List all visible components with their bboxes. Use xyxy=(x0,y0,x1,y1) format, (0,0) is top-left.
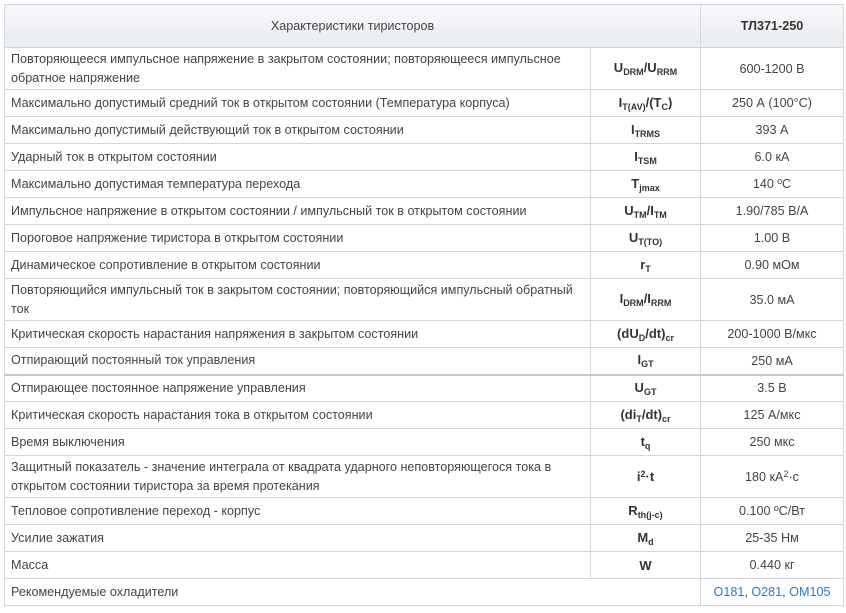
param-symbol xyxy=(591,348,701,375)
symbol-text: I xyxy=(637,352,642,368)
value-text: 1.00 В xyxy=(753,231,791,245)
param-value xyxy=(701,90,844,117)
value-text: 0.440 кг xyxy=(749,558,795,572)
symbol-text: I xyxy=(634,148,638,164)
table-row xyxy=(5,402,844,429)
param-value xyxy=(701,171,844,198)
symbol-text: t xyxy=(640,433,645,449)
symbol-text: M xyxy=(637,529,649,545)
param-symbol xyxy=(591,456,701,498)
param-value xyxy=(701,279,844,321)
param-symbol xyxy=(591,90,701,117)
symbol-subscript: C xyxy=(661,101,668,112)
table-row xyxy=(5,171,844,198)
table-row xyxy=(5,321,844,348)
symbol-text: /dt) xyxy=(645,325,666,341)
symbol-superscript: 2 xyxy=(640,469,646,479)
param-symbol xyxy=(591,171,701,198)
symbol-subscript: RRM xyxy=(650,298,672,308)
value-text: 180 кА xyxy=(745,470,784,484)
param-name: Повторяющийся импульсный ток в закрытом состоянии; повторяющийся импульсный обратный ток xyxy=(5,279,591,321)
link-separator: , xyxy=(782,585,790,599)
coolers-links xyxy=(701,579,844,606)
param-name: Максимально допустимый средний ток в открытом состоянии (Температура корпуса) xyxy=(5,90,591,117)
param-symbol xyxy=(591,429,701,456)
param-name: Пороговое напряжение тиристора в открытом состоянии xyxy=(5,225,591,252)
value-text: 600-1200 В xyxy=(739,61,805,76)
symbol-subscript: cr xyxy=(662,413,671,424)
symbol-text: I xyxy=(630,121,635,137)
param-name: Максимально допустимый действующий ток в открытом состоянии xyxy=(5,117,591,144)
symbol-text: i xyxy=(636,469,641,484)
table-row xyxy=(5,348,844,375)
value-text: 25-35 Нм xyxy=(745,531,799,545)
table-row xyxy=(5,429,844,456)
value-superscript: 2 xyxy=(783,469,789,479)
symbol-subscript: TM xyxy=(653,209,667,220)
param-symbol xyxy=(591,402,701,429)
param-symbol xyxy=(591,117,701,144)
table-row xyxy=(5,279,844,321)
param-value xyxy=(701,198,844,225)
symbol-subscript: DRM xyxy=(623,298,644,308)
coolers-row xyxy=(5,579,844,606)
symbol-subscript: T(TO) xyxy=(638,236,663,247)
param-name: Время выключения xyxy=(5,429,591,456)
param-value xyxy=(701,144,844,171)
symbol-text: r xyxy=(640,256,646,272)
symbol-text: U xyxy=(613,60,624,75)
param-name: Ударный ток в открытом состоянии xyxy=(5,144,591,171)
symbol-text: U xyxy=(634,379,644,395)
table-row xyxy=(5,456,844,498)
symbol-subscript: GT xyxy=(641,359,654,370)
value-text: 250 А (100°C) xyxy=(732,96,812,110)
symbol-text: (dU xyxy=(617,325,639,341)
value-text: 35.0 мА xyxy=(749,292,795,307)
table-row xyxy=(5,117,844,144)
symbol-subscript: RRM xyxy=(656,67,678,77)
param-name: Критическая скорость нарастания напряжения в закрытом состоянии xyxy=(5,321,591,348)
symbol-subscript: TSM xyxy=(637,155,657,166)
symbol-subscript: T xyxy=(636,413,642,424)
param-symbol xyxy=(591,552,701,579)
param-symbol xyxy=(591,279,701,321)
param-name: Отпирающий постоянный ток управления xyxy=(5,348,591,375)
value-text: 140 ºC xyxy=(752,177,792,191)
param-name: Масса xyxy=(5,552,591,579)
param-symbol xyxy=(591,198,701,225)
table-row xyxy=(5,144,844,171)
cooler-link-О281[interactable]: О281 xyxy=(751,585,783,599)
param-symbol xyxy=(591,48,701,90)
table-row xyxy=(5,198,844,225)
value-text: 393 А xyxy=(755,123,789,137)
value-text: 3.5 В xyxy=(757,381,787,396)
symbol-subscript: T(AV) xyxy=(622,101,646,112)
symbol-subscript: DRM xyxy=(623,67,644,77)
value-text: 250 мА xyxy=(751,353,793,368)
symbol-text: T xyxy=(631,175,640,191)
symbol-text: /dt) xyxy=(641,406,663,422)
table-title: Характеристики тиристоров xyxy=(5,5,701,48)
param-value xyxy=(701,429,844,456)
param-name: Импульсное напряжение в открытом состоянии / импульсный ток в открытом состоянии xyxy=(5,198,591,225)
param-value xyxy=(701,375,844,402)
table-row xyxy=(5,48,844,90)
link-separator: , xyxy=(744,585,752,599)
symbol-subscript: GT xyxy=(643,386,657,397)
value-text: 1.90/785 В/А xyxy=(735,204,809,218)
symbol-text: /(T xyxy=(645,94,662,110)
param-value xyxy=(701,498,844,525)
table-row xyxy=(5,552,844,579)
param-value xyxy=(701,552,844,579)
param-value xyxy=(701,525,844,552)
symbol-text: I xyxy=(618,94,623,110)
param-value xyxy=(701,117,844,144)
param-name: Защитный показатель - значение интеграла от квадрата ударного неповторяющегося тока в открытом состоянии тиристора за время протекания xyxy=(5,456,591,498)
symbol-text: ) xyxy=(668,94,673,110)
symbol-subscript: T xyxy=(645,263,651,274)
param-symbol xyxy=(591,225,701,252)
table-row xyxy=(5,225,844,252)
symbol-subscript: jmax xyxy=(639,182,660,193)
param-symbol xyxy=(591,144,701,171)
param-value xyxy=(701,402,844,429)
symbol-text: (di xyxy=(620,406,637,422)
param-symbol xyxy=(591,252,701,279)
table-row xyxy=(5,90,844,117)
table-header-row xyxy=(5,5,844,48)
param-value xyxy=(701,348,844,375)
symbol-subscript: TRMS xyxy=(634,128,661,139)
model-name: ТЛ371-250 xyxy=(701,5,844,48)
table-row xyxy=(5,525,844,552)
table-row xyxy=(5,375,844,402)
symbol-subscript: q xyxy=(644,440,651,451)
value-text: 0.90 мОм xyxy=(744,258,800,272)
symbol-text: W xyxy=(639,557,652,573)
param-value xyxy=(701,252,844,279)
param-value xyxy=(701,48,844,90)
param-symbol xyxy=(591,321,701,348)
param-name: Отпирающее постоянное напряжение управления xyxy=(5,375,591,402)
coolers-label: Рекомендуемые охладители xyxy=(5,579,701,606)
symbol-text: /U xyxy=(643,60,657,75)
param-name: Критическая скорость нарастания тока в открытом состоянии xyxy=(5,402,591,429)
param-symbol xyxy=(591,498,701,525)
param-name: Динамическое сопротивление в открытом состоянии xyxy=(5,252,591,279)
value-text: 125 А/мкс xyxy=(743,408,801,422)
table-row xyxy=(5,498,844,525)
param-value xyxy=(701,225,844,252)
cooler-link-ОМ105[interactable]: ОМ105 xyxy=(789,585,831,599)
thyristor-spec-table xyxy=(4,4,844,606)
symbol-text: U xyxy=(624,202,634,218)
param-name: Повторяющееся импульсное напряжение в закрытом состоянии; повторяющееся импульсное обратное напряжение xyxy=(5,48,591,90)
param-name: Тепловое сопротивление переход - корпус xyxy=(5,498,591,525)
symbol-text: /I xyxy=(643,291,651,306)
table-row xyxy=(5,252,844,279)
value-text: 250 мкс xyxy=(749,435,795,449)
param-symbol xyxy=(591,375,701,402)
param-name: Максимально допустимая температура перехода xyxy=(5,171,591,198)
symbol-text: U xyxy=(628,229,639,245)
symbol-text: /I xyxy=(646,202,654,218)
param-value xyxy=(701,321,844,348)
symbol-subscript: TM xyxy=(633,209,647,220)
symbol-subscript: cr xyxy=(665,332,674,343)
cooler-link-О181[interactable]: О181 xyxy=(713,585,745,599)
value-text: 200-1000 В/мкс xyxy=(727,327,817,341)
symbol-subscript: th(j-c) xyxy=(637,509,663,520)
symbol-subscript: d xyxy=(648,536,654,547)
value-text: 6.0 кА xyxy=(754,150,790,164)
symbol-text: ·t xyxy=(645,469,655,484)
param-symbol xyxy=(591,525,701,552)
param-name: Усилие зажатия xyxy=(5,525,591,552)
value-text: 0.100 ºC/Вт xyxy=(739,504,805,518)
value-tail: ·с xyxy=(788,470,799,484)
symbol-text: I xyxy=(619,291,624,306)
spec-rows xyxy=(5,48,844,606)
symbol-text: R xyxy=(628,502,638,518)
symbol-subscript: D xyxy=(638,332,646,343)
param-value xyxy=(701,456,844,498)
